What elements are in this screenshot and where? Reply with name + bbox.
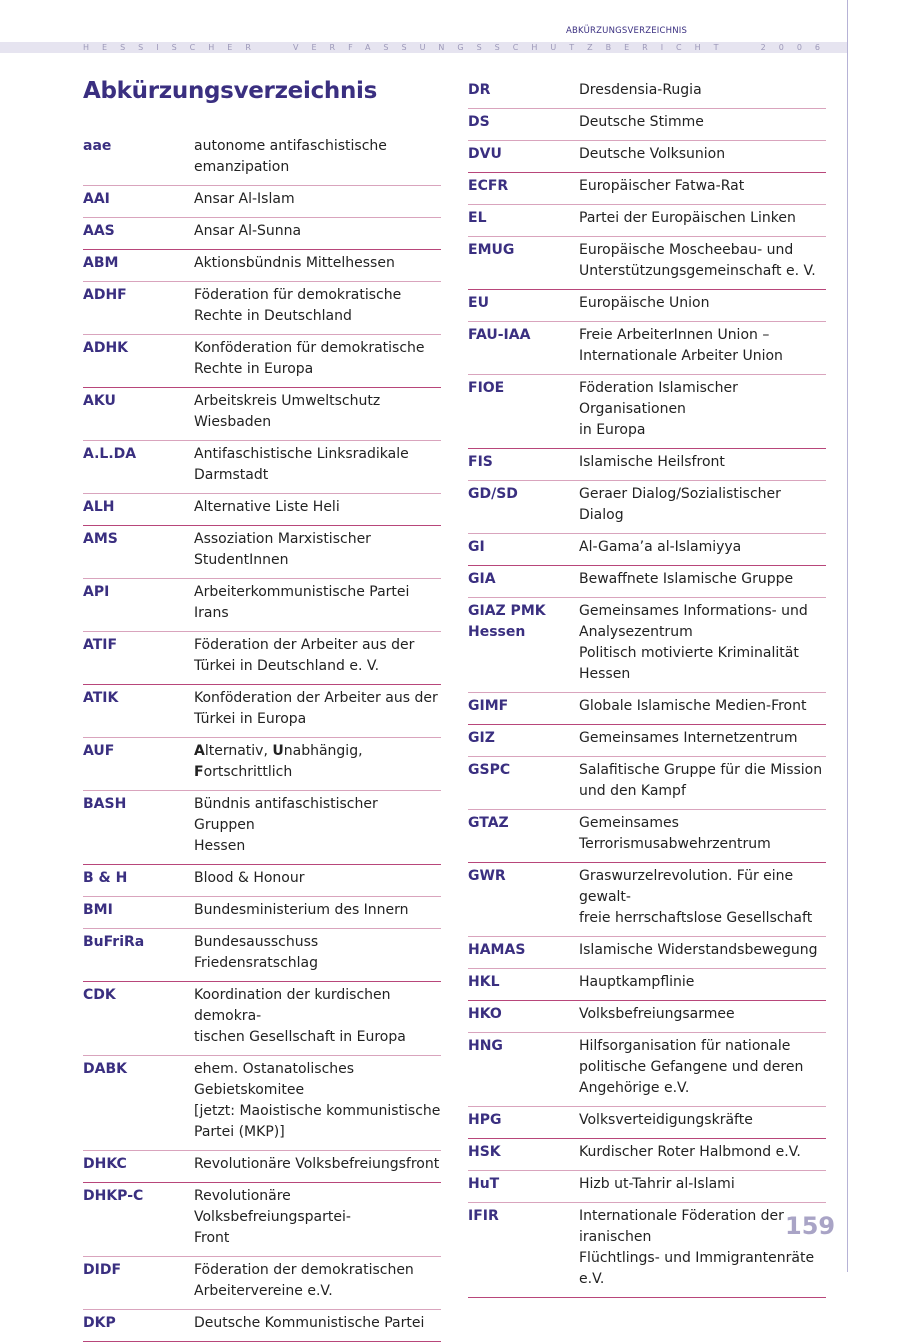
definition [194, 900, 441, 921]
list-item [468, 173, 826, 205]
abbreviation: DVU [468, 146, 502, 162]
definition [579, 1174, 826, 1195]
definition [579, 760, 826, 802]
definition-line: Angehörige e.V. [579, 1080, 690, 1096]
list-item [83, 186, 441, 218]
abbreviation: FIS [468, 454, 493, 470]
abbreviation: FAU-IAA [468, 327, 531, 343]
definition-line: Ansar Al-Sunna [194, 223, 302, 239]
definition-line: Konföderation der Arbeiter aus der [194, 690, 438, 706]
definition-line: Alternativ, Unabhängig, Fortschrittlich [194, 743, 363, 780]
definition [579, 813, 826, 855]
definition-line: Europäischer Fatwa-Rat [579, 178, 745, 194]
definition [194, 253, 441, 274]
page-title: Abkürzungsverzeichnis [83, 78, 378, 104]
definition-line: Geraer Dialog/Sozialistischer Dialog [579, 486, 781, 523]
definition-line: Bewaffnete Islamische Gruppe [579, 571, 794, 587]
definition [579, 569, 826, 590]
definition-line: Aktionsbündnis Mittelhessen [194, 255, 395, 271]
definition-line: Front [194, 1230, 230, 1246]
list-item [468, 1001, 826, 1033]
abbreviation: ABM [83, 255, 119, 271]
list-item [468, 141, 826, 173]
abbreviation: BASH [83, 796, 127, 812]
definition [579, 601, 826, 685]
definition-line: Politisch motivierte Kriminalität Hessen [579, 645, 799, 682]
definition-line: Rechte in Europa [194, 361, 314, 377]
definition-line: Gemeinsames Informations- und [579, 603, 808, 619]
definition [194, 1260, 441, 1302]
list-item [83, 1151, 441, 1183]
definition [194, 985, 441, 1048]
abbreviation: HKL [468, 974, 500, 990]
abbreviation: DHKP-C [83, 1188, 144, 1204]
list-item [83, 1310, 441, 1342]
abbreviation: HAMAS [468, 942, 526, 958]
definition [194, 688, 441, 730]
definition-line: Hessen [194, 838, 246, 854]
abbreviation: HNG [468, 1038, 503, 1054]
definition-line: Rechte in Deutschland [194, 308, 352, 324]
definition-line: Salafitische Gruppe für die Mission [579, 762, 823, 778]
abbreviation: DKP [83, 1315, 116, 1331]
list-item [83, 982, 441, 1056]
definition [194, 529, 441, 571]
abbreviation: ECFR [468, 178, 509, 194]
definition [579, 378, 826, 441]
definition-line: Graswurzelrevolution. Für eine gewalt- [579, 868, 794, 905]
list-item [83, 133, 441, 186]
definition-line: Globale Islamische Medien-Front [579, 698, 807, 714]
definition-line: Konföderation für demokratische [194, 340, 425, 356]
list-item [83, 929, 441, 982]
definition-line: Hilfsorganisation für nationale [579, 1038, 791, 1054]
list-item [83, 738, 441, 791]
definition [579, 866, 826, 929]
list-item [468, 1107, 826, 1139]
abbreviation: AMS [83, 531, 118, 547]
definition [194, 932, 441, 974]
definition-line: politische Gefangene und deren [579, 1059, 804, 1075]
definition-line: tischen Gesellschaft in Europa [194, 1029, 406, 1045]
definition-line: in Europa [579, 422, 646, 438]
definition-line: Bündnis antifaschistischer Gruppen [194, 796, 378, 833]
list-item [83, 1257, 441, 1310]
definition-line: Europäische Union [579, 295, 710, 311]
header-band-text [83, 42, 833, 53]
definition-line: und den Kampf [579, 783, 686, 799]
definition [579, 208, 826, 229]
definition-line: Revolutionäre Volksbefreiungspartei- [194, 1188, 351, 1225]
definition-line: Deutsche Kommunistische Partei [194, 1315, 425, 1331]
definition [194, 189, 441, 210]
definition [579, 484, 826, 526]
definition-line: Revolutionäre Volksbefreiungsfront [194, 1156, 440, 1172]
definition [579, 80, 826, 101]
definition [194, 497, 441, 518]
page-number: 159 [785, 1212, 836, 1240]
page-edge-line [847, 0, 848, 1272]
abbreviation: GWR [468, 868, 506, 884]
definition-line: Blood & Honour [194, 870, 305, 886]
definition-line: Kurdischer Roter Halbmond e.V. [579, 1144, 801, 1160]
definition [579, 176, 826, 197]
definition-line: Hizb ut-Tahrir al-Islami [579, 1176, 735, 1192]
definition-line: Internationale Föderation der iranischen [579, 1208, 784, 1245]
definition-line: Darmstadt [194, 467, 269, 483]
definition [194, 794, 441, 857]
abbreviation: ALH [83, 499, 115, 515]
list-item [468, 322, 826, 375]
list-item [468, 757, 826, 810]
definition-line: Antifaschistische Linksradikale [194, 446, 409, 462]
definition-line: autonome antifaschistische [194, 138, 387, 154]
abbreviation: ADHK [83, 340, 129, 356]
list-item [468, 810, 826, 863]
abbreviation: EL [468, 210, 487, 226]
definition-line: Ansar Al-Islam [194, 191, 295, 207]
definition [579, 972, 826, 993]
definition-line: Deutsche Volksunion [579, 146, 726, 162]
definition [194, 868, 441, 889]
definition [579, 240, 826, 282]
list-item [468, 969, 826, 1001]
definition-line: Unterstützungsgemeinschaft e. V. [579, 263, 816, 279]
list-item [468, 725, 826, 757]
list-item [83, 218, 441, 250]
abbreviation: AAI [83, 191, 110, 207]
abbreviation: IFIR [468, 1208, 499, 1224]
list-item [468, 205, 826, 237]
abbreviation: ADHF [83, 287, 127, 303]
list-item [468, 481, 826, 534]
definition [194, 338, 441, 380]
list-item [468, 109, 826, 141]
abbreviation: DR [468, 82, 491, 98]
definition-line: Terrorismusabwehrzentrum [579, 836, 771, 852]
definition-line: Volksbefreiungsarmee [579, 1006, 735, 1022]
definition [194, 221, 441, 242]
list-item [83, 897, 441, 929]
abbreviation: DIDF [83, 1262, 122, 1278]
definition-line: Partei der Europäischen Linken [579, 210, 796, 226]
definition-line: Türkei in Deutschland e. V. [194, 658, 380, 674]
abbreviation: HPG [468, 1112, 502, 1128]
abbreviation: EMUG [468, 242, 515, 258]
definition-line: Koordination der kurdischen demokra- [194, 987, 391, 1024]
definition-line: [jetzt: Maoistische kommunistische [194, 1103, 441, 1119]
abbreviation: DABK [83, 1061, 127, 1077]
abbreviation: GIA [468, 571, 496, 587]
definition [194, 391, 441, 433]
definition [194, 1313, 441, 1334]
definition [579, 293, 826, 314]
definition [579, 144, 826, 165]
definition-line: Internationale Arbeiter Union [579, 348, 783, 364]
list-item [83, 632, 441, 685]
definition [194, 285, 441, 327]
definition-line: Hauptkampflinie [579, 974, 695, 990]
definition-line: Volksverteidigungskräfte [579, 1112, 753, 1128]
list-item [83, 441, 441, 494]
definition-line: Assoziation Marxistischer [194, 531, 371, 547]
definition [194, 582, 441, 624]
list-item [468, 1203, 826, 1298]
list-item [83, 388, 441, 441]
list-item [83, 494, 441, 526]
list-item [83, 1056, 441, 1151]
definition-line: Deutsche Stimme [579, 114, 704, 130]
abbreviation: FIOE [468, 380, 505, 396]
abbreviation: ATIK [83, 690, 119, 706]
abbreviation: BuFriRa [83, 934, 145, 950]
abbreviation: B & H [83, 870, 128, 886]
definition-line: Gemeinsames Internetzentrum [579, 730, 798, 746]
definition-line: Al-Gama’a al-Islamiyya [579, 539, 742, 555]
abbreviation: GD/SD [468, 486, 518, 502]
list-item [468, 534, 826, 566]
list-item [468, 1033, 826, 1107]
list-item [83, 579, 441, 632]
definition [579, 1142, 826, 1163]
abbreviation: AAS [83, 223, 115, 239]
abbreviation: BMI [83, 902, 113, 918]
definition-line: StudentInnen [194, 552, 289, 568]
definition-line: Föderation der Arbeiter aus der [194, 637, 415, 653]
band-word: HESSISCHER [83, 43, 264, 52]
definition [579, 940, 826, 961]
list-item [468, 375, 826, 449]
list-item [468, 77, 826, 109]
running-head: ABKÜRZUNGSVERZEICHNIS [566, 26, 688, 36]
definition-line: freie herrschaftslose Gesellschaft [579, 910, 813, 926]
definition [194, 1154, 441, 1175]
abbreviation: ATIF [83, 637, 118, 653]
list-item [468, 598, 826, 693]
definition [579, 452, 826, 473]
abbreviation: HSK [468, 1144, 501, 1160]
band-word: 2006 [760, 43, 833, 52]
definition-line: Gemeinsames [579, 815, 679, 831]
definition [579, 728, 826, 749]
definition-line: Föderation der demokratischen [194, 1262, 414, 1278]
list-item [468, 566, 826, 598]
definition-line: Arbeitskreis Umweltschutz Wiesbaden [194, 393, 381, 430]
definition [579, 1110, 826, 1131]
definition-line: Partei (MKP)] [194, 1124, 285, 1140]
abbreviation: GSPC [468, 762, 511, 778]
definition [194, 444, 441, 486]
abbreviation: GIAZ PMK Hessen [468, 603, 546, 640]
abbreviation: DHKC [83, 1156, 127, 1172]
abbreviation: EU [468, 295, 489, 311]
definition-line: Europäische Moscheebau- und [579, 242, 794, 258]
band-word: VERFASSUNGSSCHUTZBERICHT [292, 43, 732, 52]
list-item [468, 449, 826, 481]
definition [579, 1036, 826, 1099]
list-item [83, 865, 441, 897]
definition [194, 741, 441, 783]
abbreviation: HKO [468, 1006, 502, 1022]
abbreviation: DS [468, 114, 490, 130]
definition-line: Türkei in Europa [194, 711, 307, 727]
definition-line: Bundesministerium des Innern [194, 902, 409, 918]
definition [579, 1004, 826, 1025]
definition-line: Islamische Widerstandsbewegung [579, 942, 818, 958]
list-item [83, 685, 441, 738]
definition-line: Analysezentrum [579, 624, 693, 640]
definition [579, 112, 826, 133]
abbreviation-list-right [468, 77, 826, 1298]
list-item [468, 1171, 826, 1203]
list-item [468, 237, 826, 290]
definition [579, 325, 826, 367]
list-item [468, 290, 826, 322]
abbreviation-list-left [83, 133, 441, 1342]
abbreviation: A.L.DA [83, 446, 137, 462]
definition [579, 537, 826, 558]
list-item [83, 791, 441, 865]
definition-line: Arbeiterkommunistische Partei Irans [194, 584, 410, 621]
definition-line: Freie ArbeiterInnen Union – [579, 327, 770, 343]
abbreviation: API [83, 584, 110, 600]
definition [194, 136, 441, 178]
definition-line: Bundesausschuss Friedensratschlag [194, 934, 319, 971]
definition-line: Arbeitervereine e.V. [194, 1283, 333, 1299]
definition [194, 1059, 441, 1143]
abbreviation: AUF [83, 743, 115, 759]
abbreviation: GI [468, 539, 485, 555]
definition [194, 1186, 441, 1249]
list-item [83, 250, 441, 282]
list-item [468, 863, 826, 937]
list-item [468, 937, 826, 969]
abbreviation: AKU [83, 393, 116, 409]
list-item [468, 693, 826, 725]
definition-line: ehem. Ostanatolisches Gebietskomitee [194, 1061, 355, 1098]
definition-line: Föderation für demokratische [194, 287, 402, 303]
definition-line: Flüchtlings- und Immigrantenräte e.V. [579, 1250, 815, 1287]
definition [194, 635, 441, 677]
list-item [83, 282, 441, 335]
list-item [83, 526, 441, 579]
definition [579, 696, 826, 717]
list-item [468, 1139, 826, 1171]
abbreviation: CDK [83, 987, 116, 1003]
list-item [83, 335, 441, 388]
abbreviation: aae [83, 138, 112, 154]
definition-line: Dresdensia-Rugia [579, 82, 702, 98]
definition-line: Föderation Islamischer Organisationen [579, 380, 738, 417]
abbreviation: GIMF [468, 698, 509, 714]
definition-line: emanzipation [194, 159, 290, 175]
abbreviation: GIZ [468, 730, 495, 746]
abbreviation: GTAZ [468, 815, 509, 831]
definition-line: Islamische Heilsfront [579, 454, 725, 470]
list-item [83, 1183, 441, 1257]
abbreviation: HuT [468, 1176, 500, 1192]
definition-line: Alternative Liste Heli [194, 499, 340, 515]
